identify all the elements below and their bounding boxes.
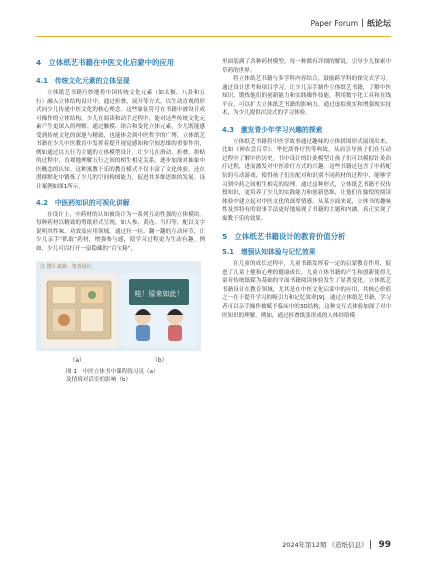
subsection-title-4-3: 4.3 激发青少年学习兴趣的探索: [222, 125, 323, 134]
figure-label-a: （a）: [69, 357, 86, 365]
paragraph-4-3: 立体纸艺书籍将中医学故事通过趣味的立体拼图形式展现出来，比如《神农尝百草》、华佗刮骨疗伤等典故，从而引导孩子们在互动过程中了解中医历史。书中设计的针灸模型让孩子们可以模拟针灸治疗过程，进而激发对中医诊疗方式的兴趣。这些书籍还包含了中药配伍的互动游戏，使得孩子们在配对和识别不同药材的过程中，能够学习到中药之间相生相克的原理。通过这种形式，立体纸艺书籍不仅传授知识，更培养了少儿的实践能力和创新思维，让他们在愉悦的阅读体验中建立起对中医文化的深厚情感。从某方面来说，立体书的趣味性及其特有的叙事手法更好地展现了书籍的主题和内涵，真正实现了寓教于乐的效果。: [222, 138, 391, 222]
section-title-5: 5 立体纸艺书籍设计的教育价值分析: [222, 232, 346, 242]
figure-panel-b: [121, 273, 197, 347]
paragraph-5-1: 在儿童的成长过程中，儿童书籍发挥着一定的启蒙教育作用，促进了儿童上健和心理的健康成长。儿童立体书籍的产生和创新使得儿童对传统纸媒为基础的平面书籍阅读体验发生了显著变化。立体纸艺书籍设计在教育领域，尤其是在中医文化启蒙中的应用，其核心价值之一在于提升学习的吸引力和记忆效率[9]。通过立体纸艺书籍，学习者可以亲手操作被赋予临床中的3D结构，这种交互式体验加深了对中医知识的理解。例如，通过折叠纸张形成的人体经络模: [222, 261, 391, 319]
figure-board-text: 哇！原来如此！: [134, 290, 184, 299]
figure-caption-line-1: 图 1 中医立体书中课程练习页（a）: [66, 369, 159, 376]
left-column: [36, 58, 205, 384]
journal-name: 《造纸信息》: [328, 541, 368, 549]
figure-label-b: （b）: [151, 357, 168, 365]
page-header: [311, 18, 391, 29]
figure-credit: 注 图片来源：笔者设计。: [40, 264, 97, 271]
header-rule: [36, 36, 391, 37]
footer-divider: [370, 540, 371, 549]
right-column: [222, 58, 391, 320]
issue-label: 2024年第12期: [282, 541, 327, 549]
illustration-exercise-page-icon: [41, 273, 117, 347]
subsection-title-4-2: 4.2 中医药知识的可视化讲解: [36, 198, 130, 207]
subsection-title-4-1: 4.1 传统文化元素的立体呈现: [36, 77, 130, 85]
page-footer: [282, 540, 391, 550]
figure-panel-a: [41, 273, 117, 347]
header-divider: [362, 19, 363, 27]
page-number: 99: [378, 540, 391, 550]
figure-caption: [36, 368, 205, 384]
forum-name-cn: 纸论坛: [367, 19, 391, 28]
paragraph-4-2-continued: 里面装满了各种药材模型，每一种都有详细的解说，引导少儿探索中草药的世界。: [222, 59, 391, 74]
figure-caption-line-2: 及情境对话室的影响（b）: [66, 377, 132, 384]
figure-sublabels: [36, 355, 201, 364]
paragraph-4-1: 立体纸艺书籍巧妙地将中国传统文化元素（如太极、八卦和五行）融入立体结构设计中。通过折叠、展开等方式，以生动直观的形式向少儿传递中医文化的核心理念。这些象征符号在书籍中被设计成可操作的立体结构，少儿在阅读和动手过程中，能对这些传统文化元素产生更深入的理解。通过触摸、组合和变化立体元素，少儿既能感受到传统文化的深邃与精致，也能体会到中医哲学的广博。立体纸艺书籍在少儿中医教育中发挥着提升视觉感知和空间思维的重要作用，例如通过以五行为主题的立体模型设计，让少儿在滑动、折叠、拼贴的过程中，直观地理解五行之间的相生相克关系，逐步加深对抽象中医概念的认知。这种寓教于乐的教育模式不仅丰富了文化体验，还在潜移默化中锻炼了少儿的空间构图能力，促进其多维思维的发展。设计案例如图1所示。: [36, 90, 205, 191]
illustration-dialogue-room-icon: [121, 273, 197, 347]
paragraph-4-2: 在设计上，中药材的认知被设计为一系列互动性强的立体模块。每种药材以精致的剪纸形式呈现，如人参、黄连、当归等，配以文字说明其性味、功效及应用领域。通过拉一拉、翻一翻的互动环节，让少儿亲手“抓取”药材，增强参与感，使学习过程更为生动有趣。例如，少儿可以打开一扇隐藏的“百宝箱”，: [36, 211, 205, 252]
forum-name-en: Paper Forum: [310, 19, 358, 28]
section-title-4: 4 立体纸艺书籍在中医文化启蒙中的应用: [36, 58, 175, 67]
figure-1-image: [36, 261, 201, 351]
subsection-title-5-1: 5.1 增强认知体验与记忆效果: [222, 248, 316, 257]
paragraph-interdisciplinary: 将立体纸艺书籍与多学科内容结合，鼓励跨学科的探究式学习。通过设计思考和项目学习，让少儿亲手制作立体纸艺书籍，了解中医知识，锻炼他们的创新能力和实践操作技能。利用数字化工具和在线平台，可以扩大立体纸艺书籍的影响力。通过虚拟现实和增强现实技术，为少儿提供沉浸式的学习体验。: [222, 76, 391, 117]
